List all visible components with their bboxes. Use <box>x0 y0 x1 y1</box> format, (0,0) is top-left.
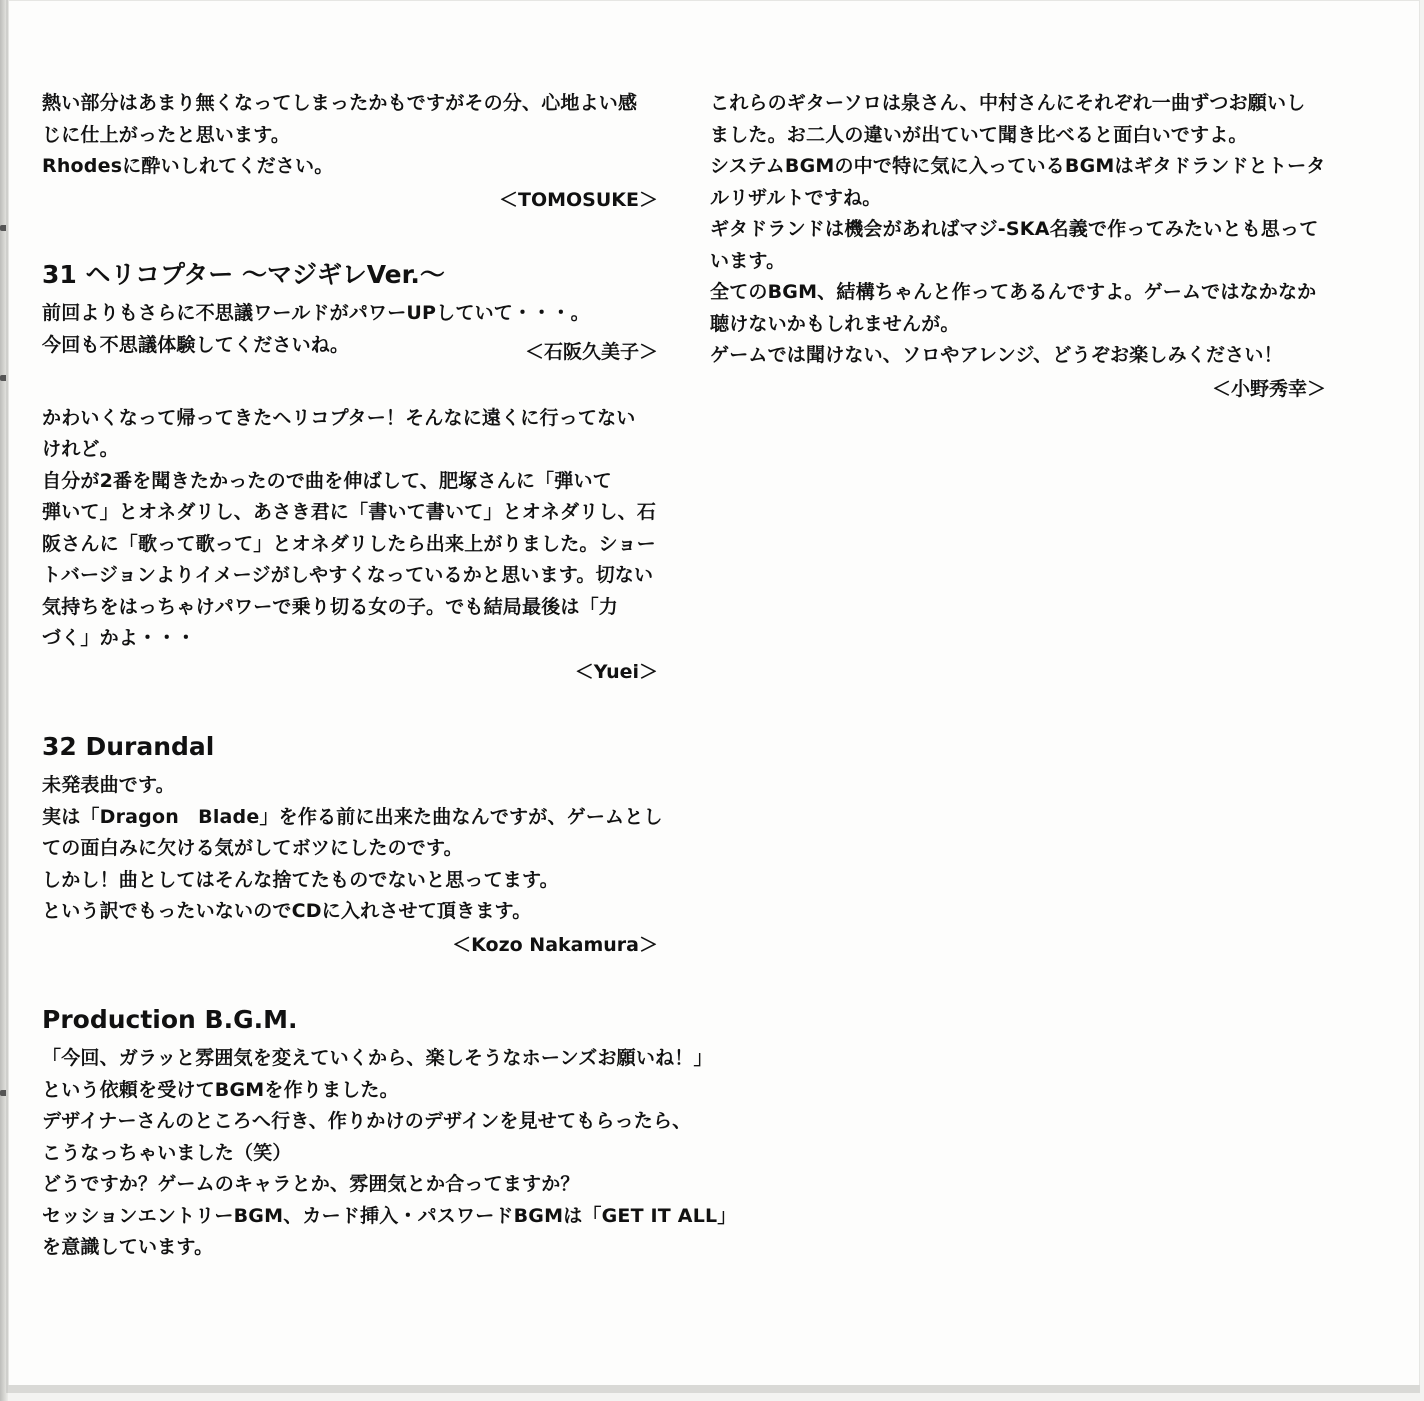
track-32-section <box>42 730 663 961</box>
production-bgm-heading: Production B.G.M. <box>42 1005 298 1034</box>
comment-line: けれど。 <box>42 438 119 460</box>
comment-line: 未発表曲です。 <box>42 774 175 796</box>
comment-line: づく」かよ・・・ <box>42 627 196 649</box>
page-bottom-edge <box>8 1385 1420 1393</box>
tomosuke-comment <box>42 88 658 216</box>
right-column <box>710 88 1326 405</box>
comment-line: 前回よりもさらに不思議ワールドがパワーUPしていて・・・。 <box>42 302 590 324</box>
author-credit: ＜Yuei＞ <box>574 660 658 683</box>
comment-line: デザイナーさんのところへ行き、作りかけのデザインを見せてもらったら、 <box>42 1110 692 1132</box>
track-31-heading: 31 ヘリコプター ～マジギレVer.～ <box>42 260 445 289</box>
comment-line: かわいくなって帰ってきたヘリコプター！そんなに遠くに行ってない <box>42 406 636 429</box>
comment-line: システムBGMの中で特に気に入っているBGMはギタドランドとトータ <box>710 155 1326 177</box>
author-credit: ＜Kozo Nakamura＞ <box>452 933 658 956</box>
comment-line: という訳でもったいないのでCDに入れさせて頂きます。 <box>42 900 532 922</box>
author-credit: ＜石阪久美子＞ <box>524 341 658 363</box>
comment-line: 今回も不思議体験してくださいね。 <box>42 333 350 356</box>
track-32-heading: 32 Durandal <box>42 732 215 761</box>
comment-line: 気持ちをはっちゃけパワーで乗り切る女の子。でも結局最後は「力 <box>42 595 619 618</box>
comment-line: セッションエントリーBGM、カード挿入・パスワードBGMは「GET IT ALL」 <box>42 1204 737 1227</box>
comment-line: Rhodesに酔いしれてください。 <box>42 155 334 177</box>
comment-line: こうなっちゃいました（笑） <box>42 1141 292 1164</box>
comment-line: ギタドランドは機会があればマジ-SKA名義で作ってみたいとも思って <box>710 218 1319 240</box>
comment-line: しかし！曲としてはそんな捨てたものでないと思ってます。 <box>42 868 559 891</box>
comment-line: これらのギターソロは泉さん、中村さんにそれぞれ一曲ずつお願いし <box>710 92 1306 114</box>
comment-line: 阪さんに「歌って歌って」とオネダリしたら出来上がりました。ショー <box>42 532 656 555</box>
comment-line: 熱い部分はあまり無くなってしまったかもですがその分、心地よい感 <box>42 92 638 114</box>
comment-line: 全てのBGM、結構ちゃんと作ってあるんですよ。ゲームではなかなか <box>710 281 1317 303</box>
comment-line: 自分が2番を聞きたかったので曲を伸ばして、肥塚さんに「弾いて <box>42 469 612 492</box>
track-31-section <box>42 258 658 688</box>
comment-line: 聴けないかもしれませんが。 <box>710 312 960 335</box>
comment-line: どうですか？ゲームのキャラとか、雰囲気とか合ってますか？ <box>42 1173 580 1195</box>
comment-line: じに仕上がったと思います。 <box>42 123 291 146</box>
comment-line: 弾いて」とオネダリし、あさき君に「書いて書いて」とオネダリし、石 <box>42 501 657 523</box>
comment-line: 実は「Dragon Blade」を作る前に出来た曲なんですが、ゲームとし <box>42 805 663 828</box>
comment-line: を意識しています。 <box>42 1236 214 1258</box>
comment-line: トバージョンよりイメージがしやすくなっているかと思います。切ない <box>42 564 654 586</box>
author-credit: ＜小野秀幸＞ <box>1211 377 1326 400</box>
comment-line: ルリザルトですね。 <box>710 186 882 209</box>
comment-line: 「今回、ガラッと雰囲気を変えていくから、楽しそうなホーンズお願いね！」 <box>42 1047 713 1069</box>
left-column <box>42 88 737 1264</box>
comment-line: います。 <box>710 249 786 272</box>
comment-line: ての面白みに欠ける気がしてボツにしたのです。 <box>42 837 463 859</box>
comment-line: という依頼を受けてBGMを作りました。 <box>42 1078 399 1101</box>
comment-line: ゲームでは聞けない、ソロやアレンジ、どうぞお楽しみください！ <box>710 344 1283 366</box>
comment-line: ました。お二人の違いが出ていて聞き比べると面白いですよ。 <box>710 123 1248 146</box>
production-bgm-section <box>42 1003 737 1264</box>
production-bgm-continued <box>710 88 1326 405</box>
author-credit: ＜TOMOSUKE＞ <box>499 188 658 211</box>
